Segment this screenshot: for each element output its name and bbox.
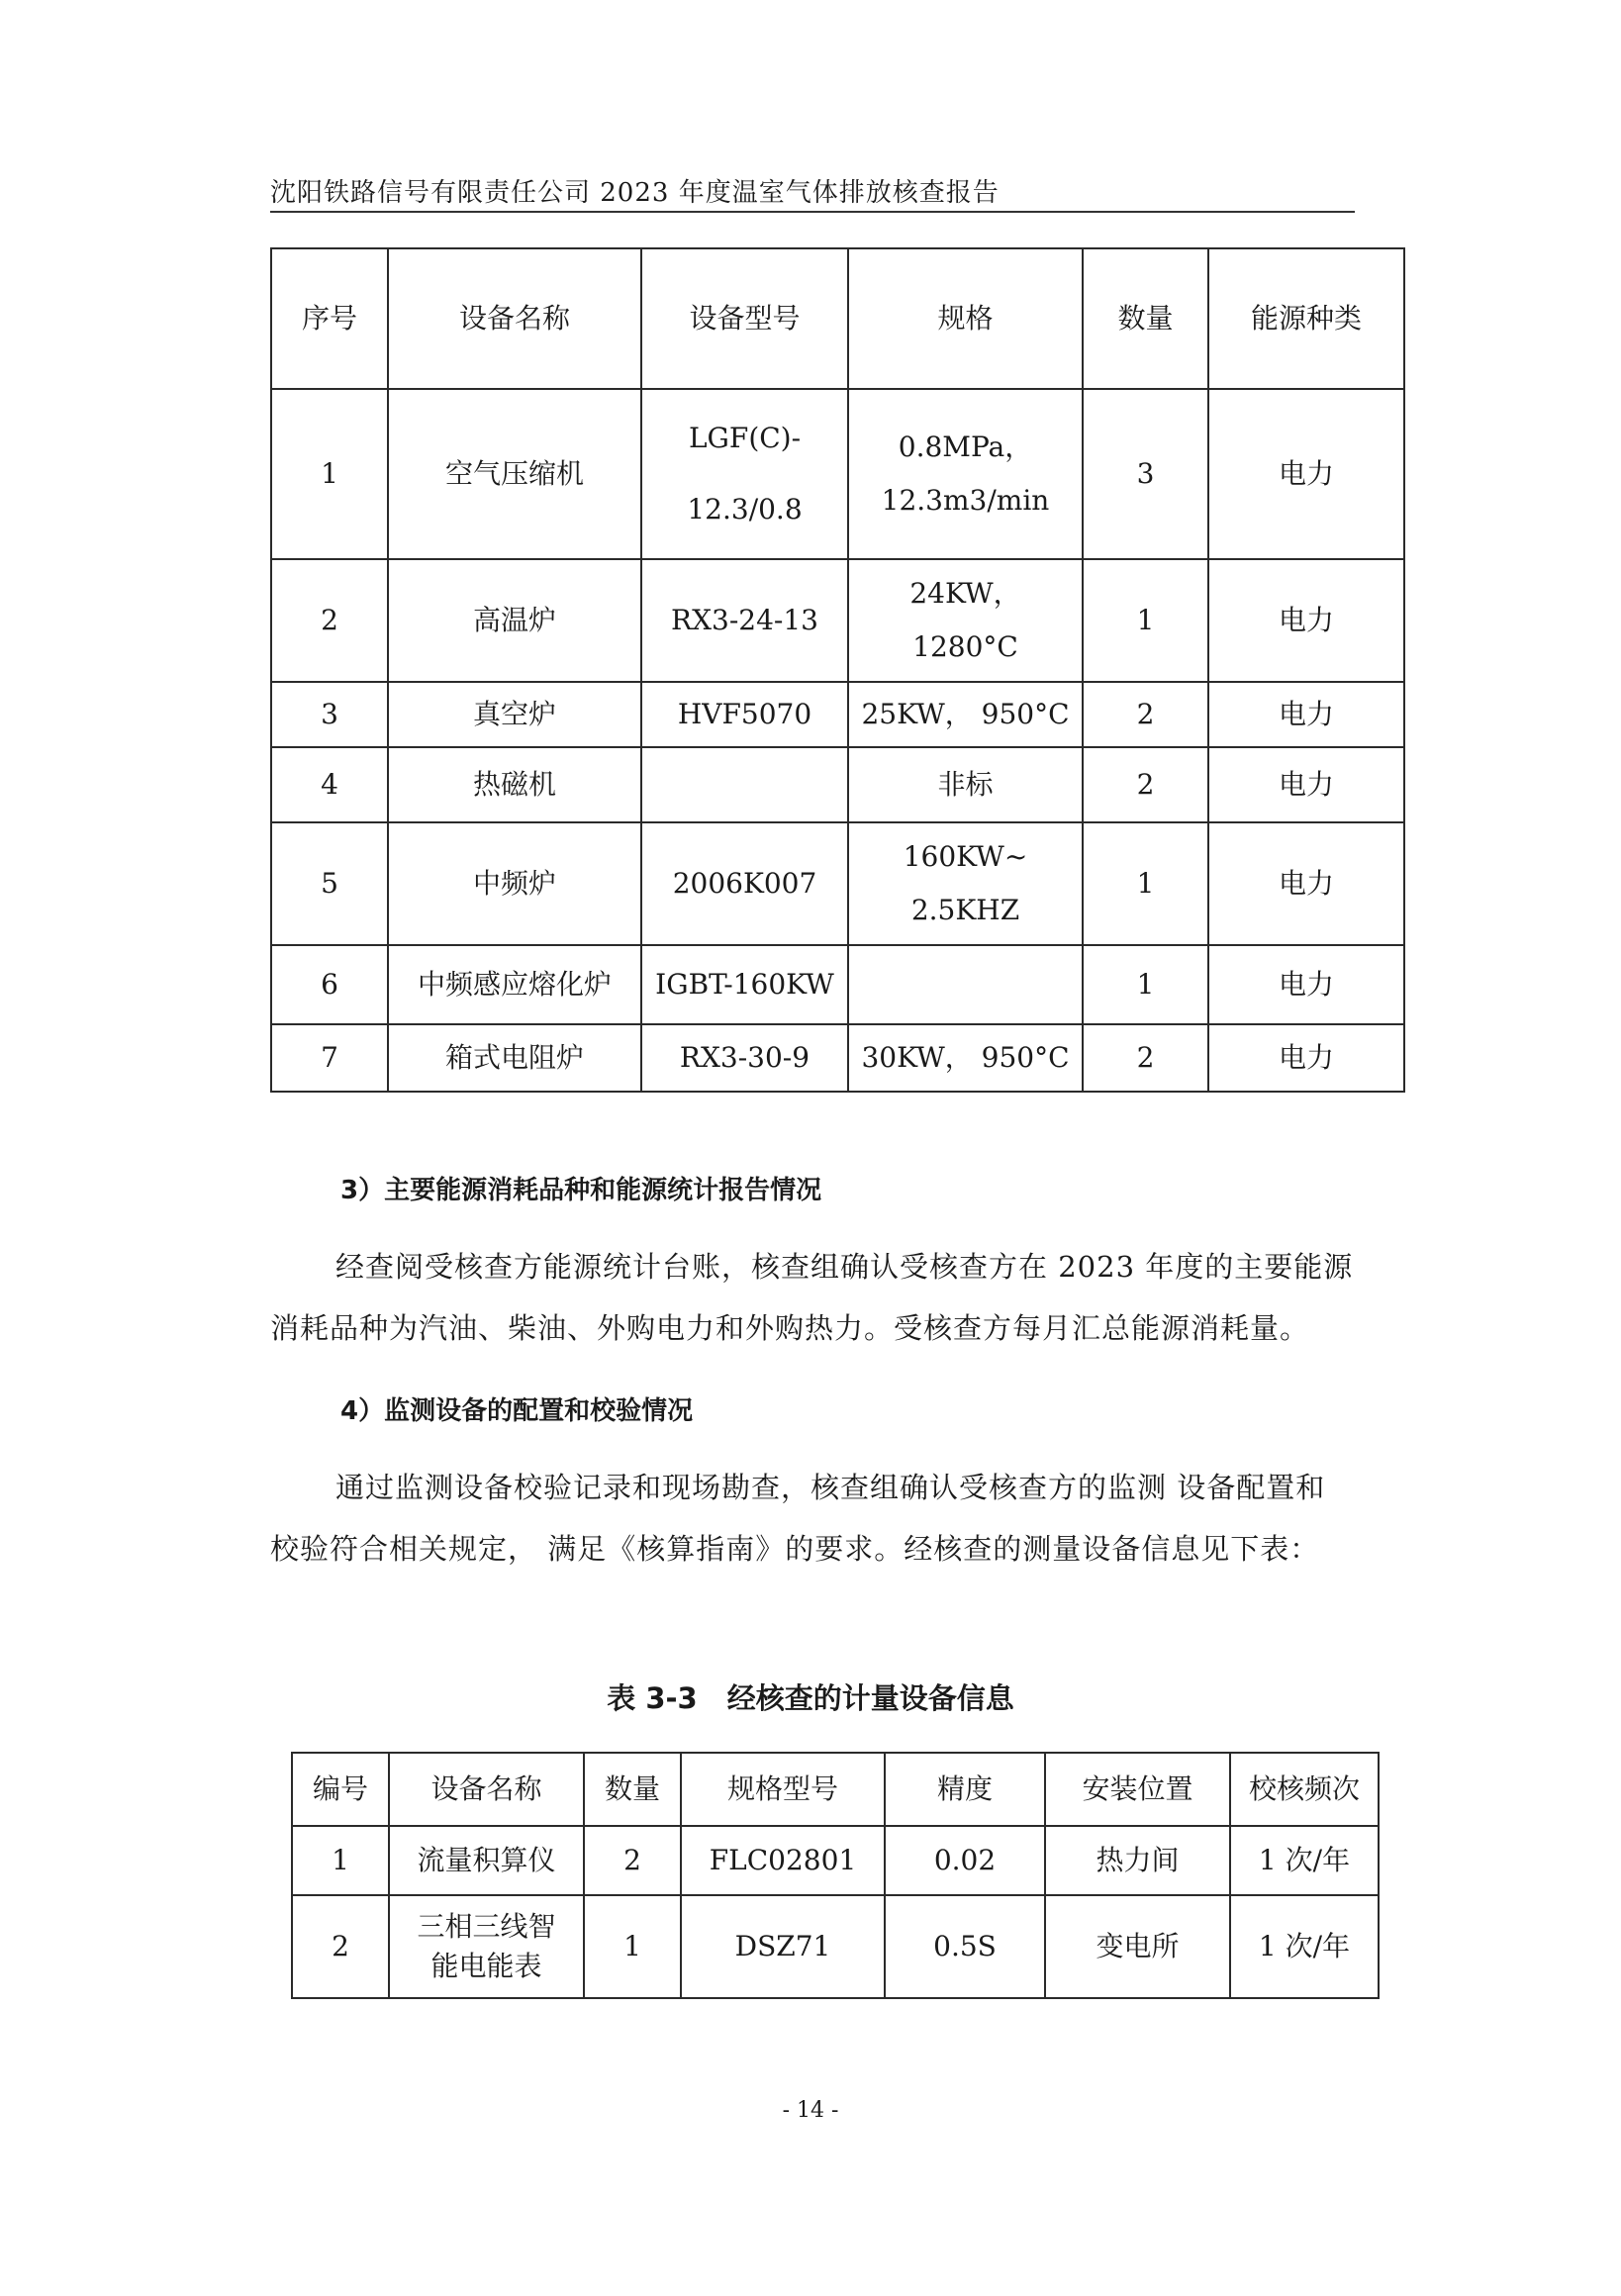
cell-name: 流量积算仪	[389, 1826, 584, 1895]
cell-qty: 1	[1083, 945, 1208, 1024]
header-cell: 设备名称	[388, 248, 641, 389]
cell-spec: 30KW， 950°C	[848, 1024, 1083, 1092]
cell-location: 变电所	[1045, 1895, 1230, 1998]
cell-model: 2006K007	[641, 822, 848, 945]
cell-spec	[848, 559, 1083, 682]
header-cell: 设备名称	[389, 1753, 584, 1826]
cell-precision: 0.5S	[885, 1895, 1045, 1998]
cell-name: 真空炉	[388, 682, 641, 747]
cell-model: DSZ71	[681, 1895, 885, 1998]
table-row	[271, 559, 1404, 682]
cell-qty: 3	[1083, 389, 1208, 559]
header-cell: 安装位置	[1045, 1753, 1230, 1826]
cell-spec: 非标	[848, 747, 1083, 822]
cell-model: FLC02801	[681, 1826, 885, 1895]
cell-spec	[848, 822, 1083, 945]
cell-name: 箱式电阻炉	[388, 1024, 641, 1092]
header-cell: 规格	[848, 248, 1083, 389]
caption-text: 经核查的计量设备信息	[726, 1681, 1014, 1715]
section-paragraph-3: 经查阅受核查方能源统计台账，核查组确认受核查方在 2023 年度的主要能源消耗品种为汽油、柴油、外购电力和外购热力。受核查方每月汇总能源消耗量。	[270, 1250, 1354, 1345]
header-rule	[270, 211, 1355, 213]
header-cell: 精度	[885, 1753, 1045, 1826]
cell-qty: 2	[1083, 682, 1208, 747]
cell-energy: 电力	[1208, 822, 1404, 945]
cell-name: 中频感应熔化炉	[388, 945, 641, 1024]
cell-qty: 2	[1083, 747, 1208, 822]
cell-name: 空气压缩机	[388, 389, 641, 559]
cell-energy: 电力	[1208, 389, 1404, 559]
cell-location: 热力间	[1045, 1826, 1230, 1895]
header-cell: 序号	[271, 248, 388, 389]
cell-spec-line: 12.3m3/min	[881, 484, 1050, 517]
table-row	[271, 822, 1404, 945]
table-row	[271, 945, 1404, 1024]
cell-model: IGBT-160KW	[641, 945, 848, 1024]
header-cell: 编号	[292, 1753, 389, 1826]
table-caption	[0, 1676, 1621, 1717]
cell-name-line: 能电能表	[430, 1950, 542, 1982]
cell-spec-line: 0.8MPa，	[898, 430, 1033, 463]
cell-model	[641, 389, 848, 559]
cell-no: 2	[271, 559, 388, 682]
cell-qty: 2	[1083, 1024, 1208, 1092]
cell-qty: 1	[584, 1895, 681, 1998]
report-header: 沈阳铁路信号有限责任公司 2023 年度温室气体排放核查报告	[270, 178, 1000, 208]
header-cell: 能源种类	[1208, 248, 1404, 389]
cell-model: HVF5070	[641, 682, 848, 747]
cell-frequency: 1 次/年	[1230, 1895, 1379, 1998]
table-row	[271, 747, 1404, 822]
cell-qty: 1	[1083, 822, 1208, 945]
section-paragraph-4: 通过监测设备校验记录和现场勘查，核查组确认受核查方的监测 设备配置和校验符合相关规定， 满足《核算指南》的要求。经核查的测量设备信息见下表：	[270, 1471, 1326, 1566]
cell-no: 1	[292, 1826, 389, 1895]
cell-qty: 1	[1083, 559, 1208, 682]
header-cell: 数量	[584, 1753, 681, 1826]
cell-no: 3	[271, 682, 388, 747]
cell-spec	[848, 389, 1083, 559]
cell-no: 2	[292, 1895, 389, 1998]
header-cell: 设备型号	[641, 248, 848, 389]
cell-spec	[848, 945, 1083, 1024]
header-cell: 校核频次	[1230, 1753, 1379, 1826]
cell-energy: 电力	[1208, 1024, 1404, 1092]
section-heading-3: 3）主要能源消耗品种和能源统计报告情况	[340, 1176, 822, 1205]
cell-spec-line: 2.5KHZ	[910, 894, 1020, 926]
cell-spec-line: 160KW~	[903, 840, 1028, 873]
section-heading-4: 4）监测设备的配置和校验情况	[340, 1396, 694, 1426]
cell-no: 1	[271, 389, 388, 559]
cell-name-line: 三相三线智	[417, 1910, 556, 1943]
cell-model-line: LGF(C)-	[688, 422, 802, 454]
cell-name: 高温炉	[388, 559, 641, 682]
cell-model-line: 12.3/0.8	[687, 493, 803, 526]
cell-spec-line: 1280°C	[912, 630, 1018, 663]
header-cell: 数量	[1083, 248, 1208, 389]
cell-name: 中频炉	[388, 822, 641, 945]
equipment-table	[270, 247, 1405, 1093]
cell-precision: 0.02	[885, 1826, 1045, 1895]
cell-spec-line: 24KW，	[909, 577, 1021, 610]
cell-energy: 电力	[1208, 559, 1404, 682]
table-header-row	[271, 248, 1404, 389]
table-row	[271, 682, 1404, 747]
table-row	[292, 1895, 1379, 1998]
caption-number: 表 3-3	[607, 1681, 698, 1715]
cell-no: 7	[271, 1024, 388, 1092]
cell-no: 6	[271, 945, 388, 1024]
cell-name	[389, 1895, 584, 1998]
cell-no: 5	[271, 822, 388, 945]
cell-model: RX3-24-13	[641, 559, 848, 682]
table-header-row	[292, 1753, 1379, 1826]
cell-spec: 25KW， 950°C	[848, 682, 1083, 747]
cell-energy: 电力	[1208, 945, 1404, 1024]
cell-energy: 电力	[1208, 682, 1404, 747]
table-row	[292, 1826, 1379, 1895]
table-row	[271, 389, 1404, 559]
cell-qty: 2	[584, 1826, 681, 1895]
cell-no: 4	[271, 747, 388, 822]
cell-model	[641, 747, 848, 822]
cell-energy: 电力	[1208, 747, 1404, 822]
page-number: - 14 -	[782, 2098, 839, 2123]
header-cell: 规格型号	[681, 1753, 885, 1826]
cell-frequency: 1 次/年	[1230, 1826, 1379, 1895]
cell-model: RX3-30-9	[641, 1024, 848, 1092]
cell-name: 热磁机	[388, 747, 641, 822]
table-row	[271, 1024, 1404, 1092]
measurement-device-table	[291, 1752, 1380, 1999]
